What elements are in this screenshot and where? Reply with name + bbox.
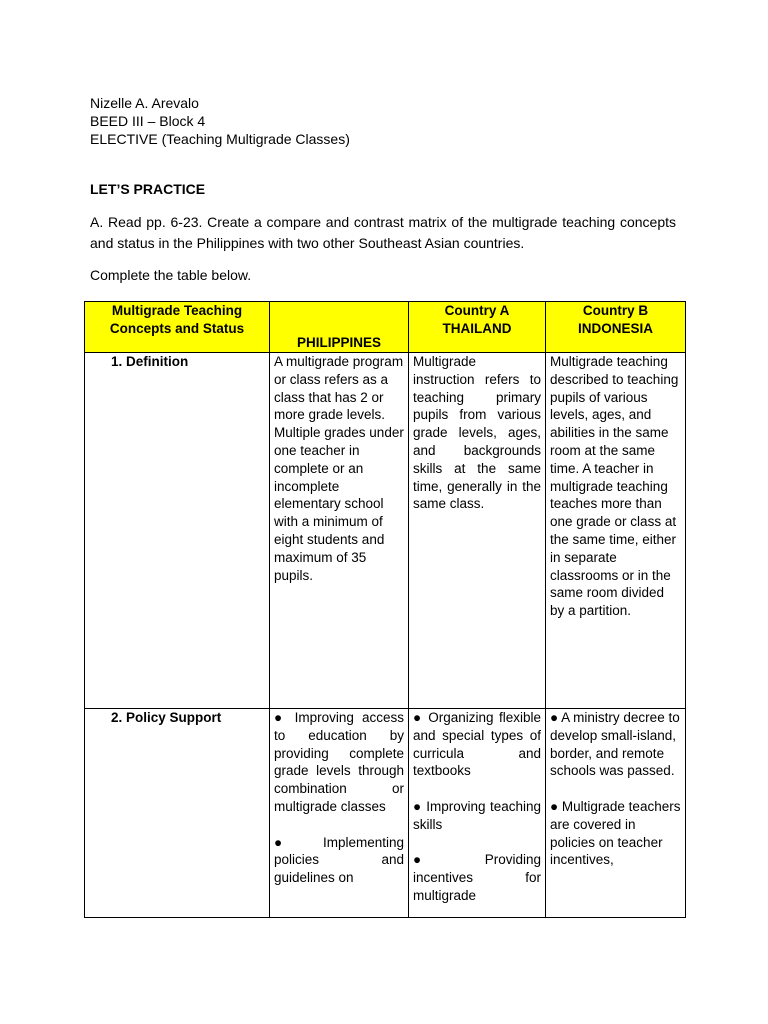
instruction-text: A. Read pp. 6-23. Create a compare and contrast matrix of the multigrade teaching concepts and status in the Philippines with two other Southeast Asian countries. bbox=[90, 214, 676, 251]
header-country-a bbox=[409, 302, 546, 353]
cell-thailand-definition: Multigrade instruction refers to teaching primary pupils from various grade levels, ages, and backgrounds skills at the same time, generally in the same class. bbox=[409, 353, 546, 709]
complete-text: Complete the table below. bbox=[90, 267, 252, 283]
bullet-item: ● A ministry decree to develop small-island, border, and remote schools was passed. bbox=[550, 710, 680, 779]
row-label-policy-support: 2. Policy Support bbox=[85, 709, 270, 918]
course-block: BEED III – Block 4 bbox=[90, 113, 206, 129]
bullet-item: ● Providing incentives for multigrade bbox=[413, 852, 541, 903]
student-name: Nizelle A. Arevalo bbox=[90, 95, 199, 111]
cell-philippines-definition: A multigrade program or class refers as a class that has 2 or more grade levels. Multiple grades under one teacher in complete or an incomplete elementary school with a minimum of eight students and maximum of 35 pupils. bbox=[270, 353, 409, 709]
table-header-row bbox=[85, 302, 686, 353]
header-indonesia: INDONESIA bbox=[577, 320, 653, 336]
bullet-item: ● Improving access to education by providing complete grade levels through combination or multigrade classes bbox=[274, 710, 404, 814]
cell-thailand-policy bbox=[409, 709, 546, 918]
cell-indonesia-policy bbox=[546, 709, 686, 918]
compare-contrast-matrix bbox=[84, 301, 686, 918]
cell-indonesia-definition: Multigrade teaching described to teaching pupils of various levels, ages, and abilities in the same room at the same time. A teacher in multigrade teaching teaches more than one grade or class at the same time, either in separate classrooms or in the same room divided by a partition. bbox=[546, 353, 686, 709]
header-country-b-label: Country B bbox=[582, 303, 649, 318]
header-country-b bbox=[546, 302, 686, 353]
row-label-definition: 1. Definition bbox=[85, 353, 270, 709]
header-philippines: PHILIPPINES bbox=[270, 302, 409, 353]
bullet-item: ● Multigrade teachers are covered in policies on teacher incentives, bbox=[550, 798, 681, 868]
header-thailand: THAILAND bbox=[442, 320, 512, 336]
bullet-item: ● Improving teaching skills bbox=[413, 798, 541, 832]
table-row bbox=[85, 353, 686, 709]
table-row bbox=[85, 709, 686, 918]
bullet-item: ● Organizing flexible and special types of curricula and textbooks bbox=[413, 710, 541, 779]
subject-line: ELECTIVE (Teaching Multigrade Classes) bbox=[90, 131, 350, 147]
cell-philippines-policy bbox=[270, 709, 409, 918]
header-country-a-label: Country A bbox=[444, 303, 510, 318]
header-concepts: Multigrade Teaching Concepts and Status bbox=[85, 302, 270, 353]
bullet-item: ● Implementing policies and guidelines on bbox=[274, 834, 404, 886]
section-title: LET’S PRACTICE bbox=[90, 181, 206, 197]
